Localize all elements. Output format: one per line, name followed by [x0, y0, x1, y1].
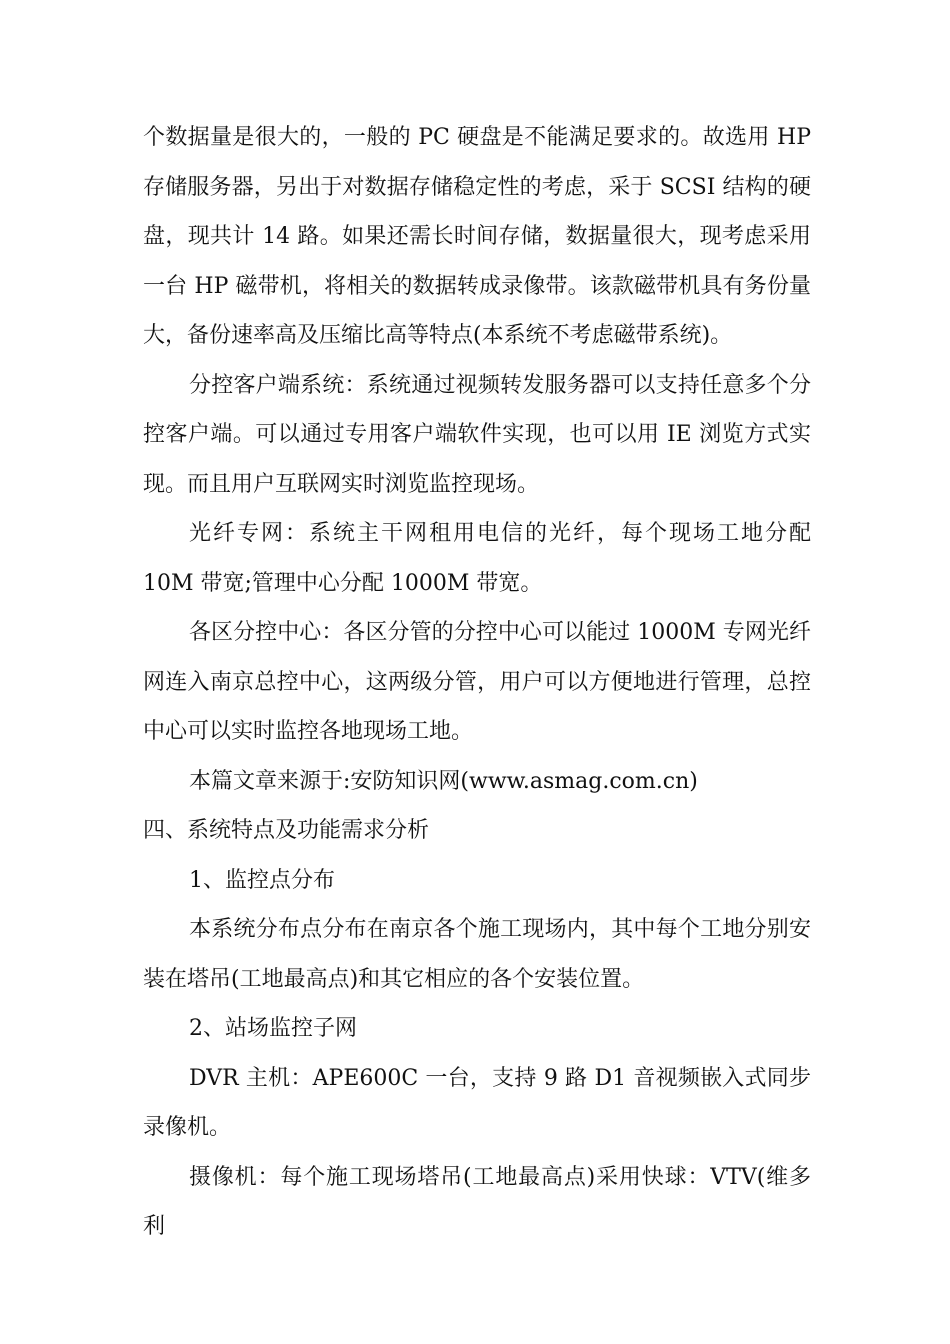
paragraph-camera: 摄像机：每个施工现场塔吊(工地最高点)采用快球：VTV(维多利	[143, 1164, 811, 1239]
paragraph-fiber-network: 光纤专网：系统主干网租用电信的光纤，每个现场工地分配 10M 带宽;管理中心分配 1000M 带宽。	[143, 521, 811, 596]
section-heading: 四、系统特点及功能需求分析	[143, 818, 430, 843]
paragraph-source: 本篇文章来源于:安防知识网(www.asmag.com.cn)	[189, 768, 698, 794]
paragraph-distribution: 本系统分布点分布在南京各个施工现场内，其中每个工地分别安装在塔吊(工地最高点)和其它相应的各个安装位置。	[143, 917, 811, 992]
paragraph-storage: 个数据量是很大的，一般的 PC 硬盘是不能满足要求的。故选用 HP 存储服务器，另出于对数据存储稳定性的考虑，采于 SCSI 结构的硬盘，现共计 14 路。如果还需长时间存储，数据量很大，现考虑采用一台 HP 磁带机，将相关的数据转成录像带。该款磁带机具有务份量大，备份速率高及压缩比高等特点(本系统不考虑磁带系统)。	[143, 125, 811, 348]
subsection-heading-2: 2、站场监控子网	[189, 1016, 357, 1041]
paragraph-dvr-host: DVR 主机：APE600C 一台，支持 9 路 D1 音视频嵌入式同步录像机。	[143, 1065, 811, 1140]
paragraph-client-system: 分控客户端系统：系统通过视频转发服务器可以支持任意多个分控客户端。可以通过专用客户端软件实现，也可以用 IE 浏览方式实现。而且用户互联网实时浏览监控现场。	[143, 372, 811, 497]
subsection-heading-1: 1、监控点分布	[189, 867, 335, 893]
document-body	[143, 113, 811, 1252]
paragraph-district-center: 各区分控中心：各区分管的分控中心可以能过 1000M 专网光纤网连入南京总控中心，这两级分管，用户可以方便地进行管理，总控中心可以实时监控各地现场工地。	[143, 620, 811, 744]
